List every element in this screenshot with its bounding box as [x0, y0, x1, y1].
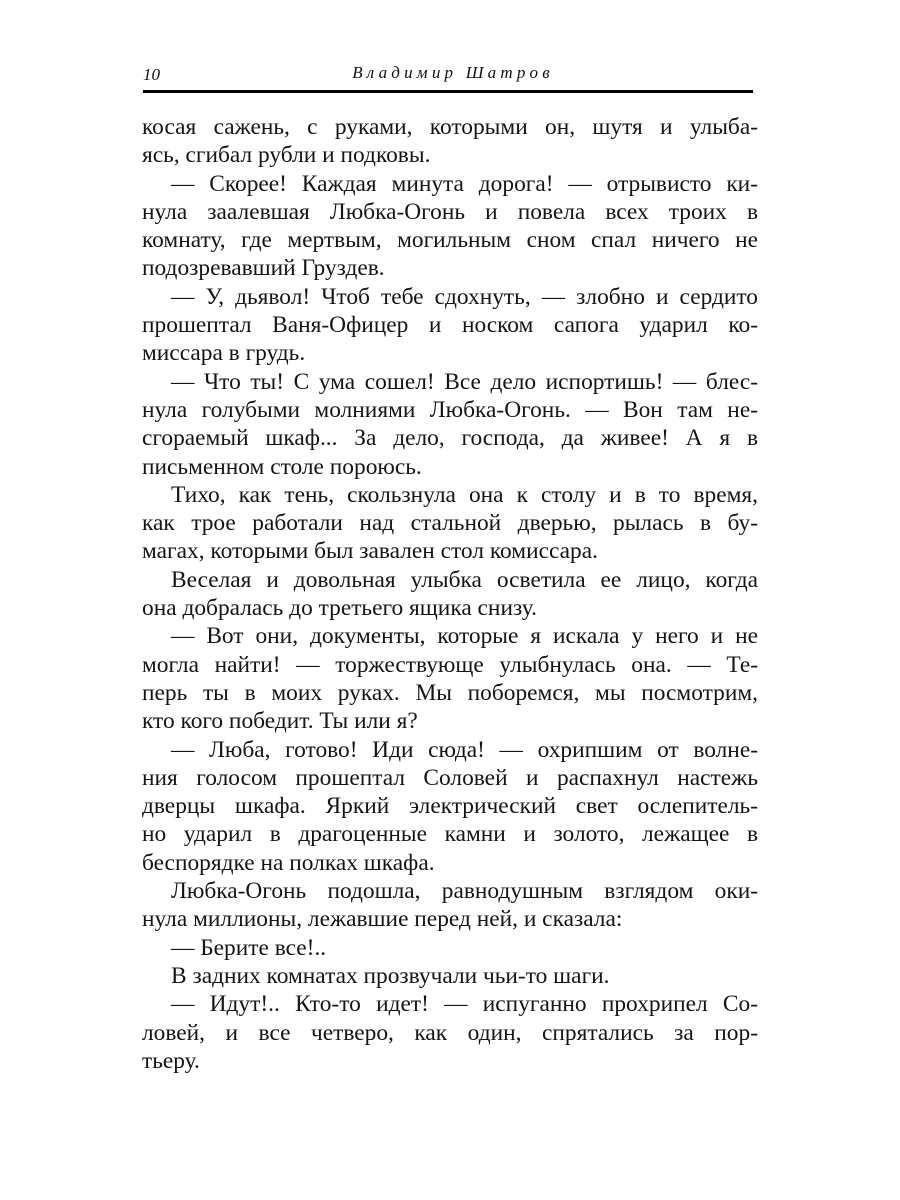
- text-line: нула голубыми молниями Любка-Огонь. — Вон там не-: [142, 396, 758, 423]
- text-line: миссара в грудь.: [142, 340, 306, 367]
- text-line: могла найти! — торжествующе улыбнулась она. — Те-: [142, 651, 758, 678]
- text-line: письменном столе пороюсь.: [142, 453, 422, 480]
- text-line: перь ты в моих руках. Мы поборемся, мы посмотрим,: [142, 679, 758, 706]
- text-line: Веселая и довольная улыбка осветила ее лицо, когда: [171, 566, 758, 593]
- body-text: [142, 113, 758, 1075]
- text-line: Тихо, как тень, скользнула она к столу и в то время,: [171, 481, 758, 508]
- text-line: — Люба, готово! Иди сюда! — охрипшим от волне-: [171, 736, 758, 763]
- text-line: — Вот они, документы, которые я искала у него и не: [171, 623, 758, 650]
- running-header: [143, 62, 753, 90]
- page-number: 10: [143, 65, 160, 84]
- text-line: сгораемый шкаф... За дело, господа, да живее! А я в: [142, 425, 758, 452]
- text-line: Любка-Огонь подошла, равнодушным взглядом оки-: [171, 878, 758, 905]
- text-line: дверцы шкафа. Яркий электрический свет ослепитель-: [142, 793, 758, 820]
- text-line: ния голосом прошептал Соловей и распахнул настежь: [142, 764, 758, 791]
- text-line: — Скорее! Каждая минута дорога! — отрывисто ки-: [171, 170, 758, 197]
- text-line: как трое работали над стальной дверью, рылась в бу-: [142, 510, 758, 537]
- text-line: нула заалевшая Любка-Огонь и повела всех троих в: [142, 198, 758, 225]
- text-line: — У, дьявол! Чтоб тебе сдохнуть, — злобно и сердито: [171, 283, 758, 310]
- header-rule: [143, 90, 753, 93]
- text-line: нула миллионы, лежавшие перед ней, и сказала:: [142, 906, 623, 933]
- text-line: кто кого победит. Ты или я?: [142, 708, 418, 735]
- text-line: — Что ты! С ума сошел! Все дело испортишь! — блес-: [171, 368, 758, 395]
- text-line: магах, которыми был завален стол комиссара.: [142, 538, 598, 565]
- running-title: Владимир Шатров: [352, 63, 554, 82]
- text-line: но ударил в драгоценные камни и золото, лежащее в: [142, 821, 758, 848]
- text-line: — Идут!.. Кто-то идет! — испуганно прохрипел Со-: [171, 991, 758, 1018]
- text-line: — Берите все!..: [171, 934, 327, 961]
- text-line: комнату, где мертвым, могильным сном спал ничего не: [142, 227, 758, 254]
- text-line: прошептал Ваня-Офицер и носком сапога ударил ко-: [142, 312, 758, 339]
- text-line: она добралась до третьего ящика снизу.: [142, 595, 537, 622]
- text-line: ясь, сгибал рубли и подковы.: [142, 142, 431, 169]
- text-line: подозревавший Груздев.: [142, 255, 385, 282]
- text-line: В задних комнатах прозвучали чьи-то шаги.: [171, 962, 610, 989]
- text-line: косая сажень, с руками, которыми он, шутя и улыба-: [142, 114, 758, 140]
- text-line: тьеру.: [142, 1047, 200, 1074]
- text-line: беспорядке на полках шкафа.: [142, 849, 435, 876]
- text-line: ловей, и все четверо, как один, спрятались за пор-: [142, 1019, 758, 1046]
